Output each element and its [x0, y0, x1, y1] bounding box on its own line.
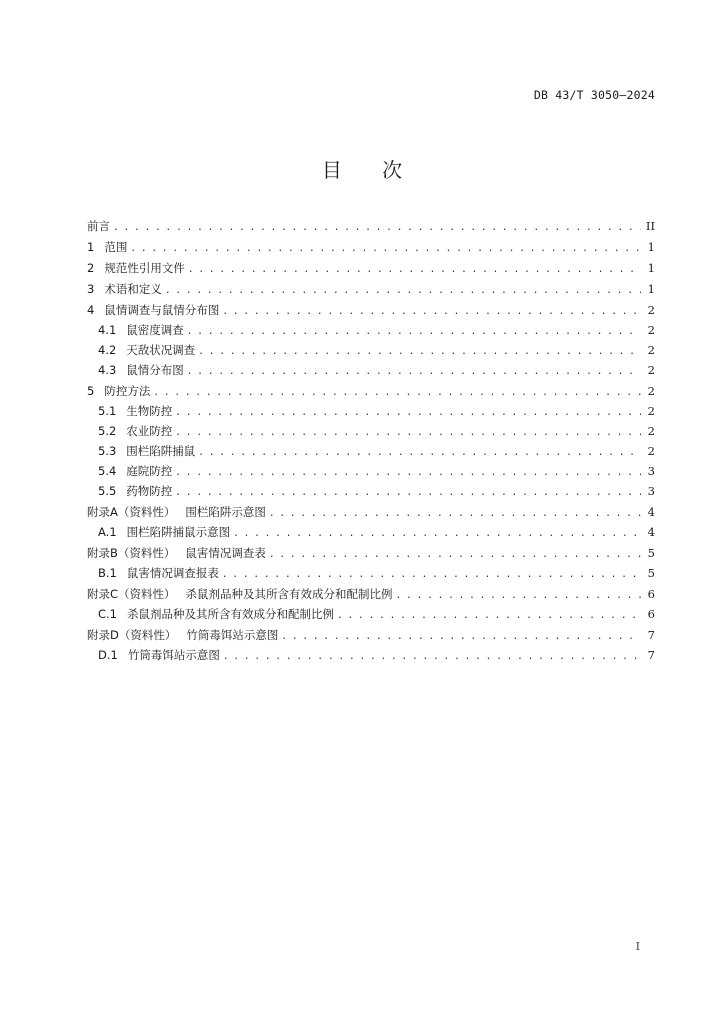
toc-entry-number: 4: [87, 303, 95, 317]
toc-entry[interactable]: [87, 565, 655, 585]
toc-entry[interactable]: [87, 322, 655, 342]
toc-entry-number: 附录A（资料性）: [87, 505, 176, 519]
toc-entry-label: 术语和定义: [104, 282, 162, 296]
toc-entry[interactable]: [87, 218, 655, 238]
toc-entry-label: 鼠密度调查: [126, 323, 184, 337]
toc-entry-page: 6: [647, 587, 655, 601]
toc-dot-leader: [223, 303, 641, 317]
toc-entry-number: 3: [87, 282, 95, 296]
toc-entry-number: 5.4: [98, 464, 117, 478]
toc-entry[interactable]: [87, 463, 655, 483]
footer-page-number: I: [635, 940, 640, 953]
toc-entry-page: 2: [647, 444, 655, 458]
toc-entry-label: 庭院防控: [126, 464, 173, 478]
toc-entry-page: II: [645, 219, 655, 233]
toc-dot-leader: [189, 261, 641, 275]
toc-entry-page: 1: [647, 282, 655, 296]
toc-entry-page: 1: [647, 261, 655, 275]
toc-entry[interactable]: [87, 627, 655, 647]
toc-entry-number: A.1: [98, 525, 117, 539]
toc-entry[interactable]: [87, 260, 655, 280]
toc-dot-leader: [166, 282, 641, 296]
toc-dot-leader: [176, 484, 641, 498]
toc-entry-label: 范围: [104, 240, 128, 254]
toc-entry-page: 2: [647, 363, 655, 377]
title-char-2: 次: [382, 158, 403, 182]
toc-entry-number: 5.1: [98, 404, 117, 418]
toc-entry-label: 竹筒毒饵站示意图: [127, 648, 220, 662]
toc-entry-number: 5: [87, 384, 95, 398]
toc-entry-label: 天敌状况调查: [126, 343, 196, 357]
toc-entry[interactable]: [87, 586, 655, 606]
toc-entry-number: 5.5: [98, 484, 117, 498]
toc-entry[interactable]: [87, 504, 655, 524]
toc-entry[interactable]: [87, 302, 655, 322]
toc-entry[interactable]: [87, 383, 655, 403]
toc-entry[interactable]: [87, 606, 655, 626]
toc-entry-label: 农业防控: [126, 424, 173, 438]
toc-dot-leader: [188, 363, 641, 377]
toc-dot-leader: [224, 648, 641, 662]
toc-entry-number: 5.2: [98, 424, 117, 438]
toc-entry-label: 杀鼠剂品种及其所含有效成分和配制比例: [185, 587, 393, 601]
toc-dot-leader: [154, 384, 641, 398]
toc-entry-page: 5: [647, 566, 655, 580]
toc-dot-leader: [270, 505, 641, 519]
toc-entry-page: 4: [647, 505, 655, 519]
toc-entry-page: 2: [647, 343, 655, 357]
toc-entry-page: 2: [647, 303, 655, 317]
toc-dot-leader: [234, 525, 641, 539]
toc-dot-leader: [199, 444, 641, 458]
toc-entry-page: 6: [647, 607, 655, 621]
toc-entry[interactable]: [87, 483, 655, 503]
toc-entry[interactable]: [87, 281, 655, 301]
toc-entry[interactable]: [87, 403, 655, 423]
toc-entry-label: 鼠情调查与鼠情分布图: [104, 303, 220, 317]
table-of-contents: [87, 218, 655, 667]
toc-dot-leader: [282, 628, 641, 642]
toc-entry-number: 附录B（资料性）: [87, 546, 176, 560]
toc-entry-label: 围栏陷阱捕鼠示意图: [126, 525, 231, 539]
toc-entry-label: 围栏陷阱示意图: [185, 505, 266, 519]
toc-entry-page: 2: [647, 384, 655, 398]
toc-entry[interactable]: [87, 362, 655, 382]
toc-entry-label: 杀鼠剂品种及其所含有效成分和配制比例: [127, 607, 335, 621]
toc-dot-leader: [188, 323, 641, 337]
toc-entry-page: 4: [647, 525, 655, 539]
toc-entry-page: 2: [647, 424, 655, 438]
toc-dot-leader: [397, 587, 641, 601]
toc-dot-leader: [114, 219, 641, 233]
toc-entry-label: 鼠害情况调查报表: [126, 566, 219, 580]
toc-entry-number: D.1: [98, 648, 118, 662]
toc-entry-page: 7: [647, 628, 655, 642]
toc-entry-label: 防控方法: [104, 384, 151, 398]
toc-entry-label: 生物防控: [126, 404, 173, 418]
toc-entry-label: 围栏陷阱捕鼠: [126, 444, 196, 458]
toc-entry-label: 鼠害情况调查表: [185, 546, 266, 560]
toc-entry-label: 规范性引用文件: [104, 261, 185, 275]
toc-entry-number: 4.3: [98, 363, 117, 377]
toc-entry-number: 附录C（资料性）: [87, 587, 176, 601]
toc-dot-leader: [199, 343, 641, 357]
toc-entry-label: 鼠情分布图: [126, 363, 184, 377]
toc-dot-leader: [270, 546, 641, 560]
toc-entry-label: 药物防控: [126, 484, 173, 498]
toc-entry-page: 2: [647, 323, 655, 337]
toc-entry-number: 2: [87, 261, 95, 275]
toc-entry[interactable]: [87, 647, 655, 667]
toc-entry[interactable]: [87, 423, 655, 443]
toc-dot-leader: [176, 404, 641, 418]
toc-dot-leader: [338, 607, 641, 621]
toc-dot-leader: [176, 424, 641, 438]
toc-entry-page: 7: [647, 648, 655, 662]
toc-entry-page: 2: [647, 404, 655, 418]
toc-entry[interactable]: [87, 342, 655, 362]
toc-dot-leader: [223, 566, 641, 580]
toc-entry-page: 1: [647, 240, 655, 254]
toc-entry-number: 1: [87, 240, 95, 254]
toc-entry-page: 5: [647, 546, 655, 560]
toc-entry[interactable]: [87, 524, 655, 544]
toc-entry-number: 5.3: [98, 444, 117, 458]
toc-entry-number: 4.1: [98, 323, 117, 337]
toc-entry-page: 3: [647, 464, 655, 478]
toc-entry-number: 4.2: [98, 343, 117, 357]
title-char-1: 目: [321, 158, 342, 182]
toc-entry[interactable]: [87, 545, 655, 565]
toc-dot-leader: [176, 464, 641, 478]
document-code: DB 43/T 3050—2024: [533, 88, 655, 102]
toc-entry-label: 前言: [87, 219, 110, 233]
toc-entry[interactable]: [87, 239, 655, 259]
toc-entry-label: 竹筒毒饵站示意图: [186, 628, 279, 642]
toc-entry-number: C.1: [98, 607, 118, 621]
toc-entry-number: 附录D（资料性）: [87, 628, 177, 642]
page-title: [0, 154, 724, 183]
toc-entry-number: B.1: [98, 566, 117, 580]
toc-entry-page: 3: [647, 484, 655, 498]
toc-dot-leader: [131, 240, 641, 254]
toc-entry[interactable]: [87, 443, 655, 463]
